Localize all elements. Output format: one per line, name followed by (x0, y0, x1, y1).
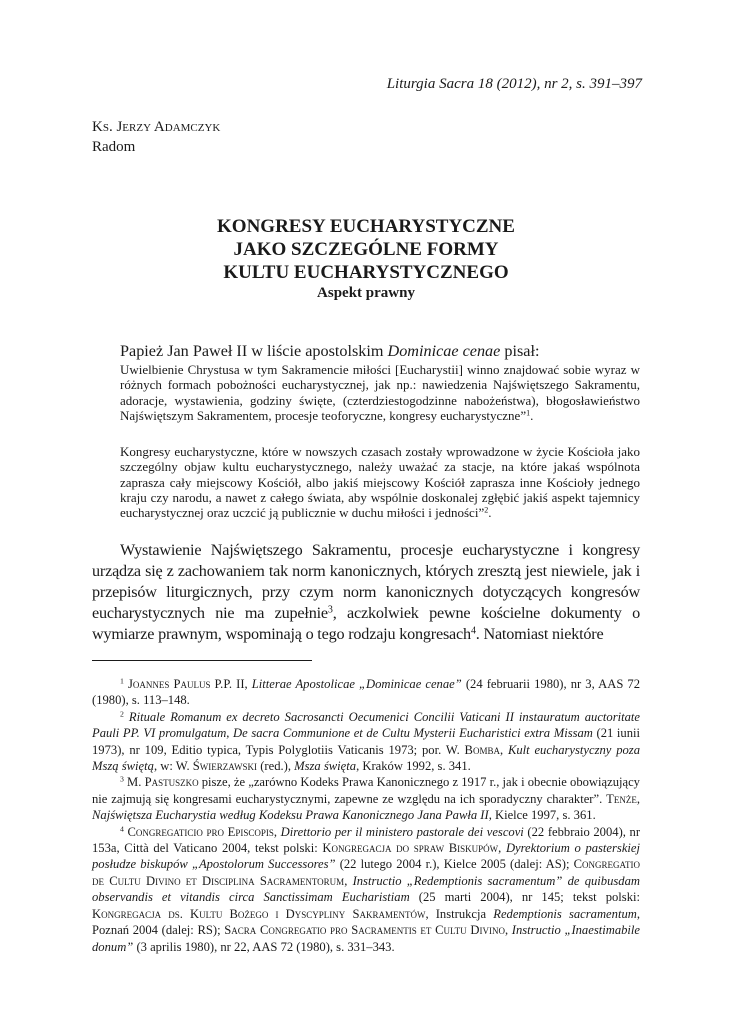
footnote-work-title: Rituale Romanum ex decreto Sacrosancti Oecumenici Concilii Vaticani II instauratum auctoritate Pauli PP. VI promulgatum, De sacra Communione et de Cultu Mysterii Eucharistici extra Missam (92, 709, 640, 741)
footnote-work-title: Najświętsza Eucharystia według Kodeksu Prawa Kanonicznego Jana Pawła II (92, 808, 489, 823)
footnote-2 (92, 709, 640, 775)
lead-text-end: pisał: (500, 342, 540, 360)
footnote-text: M. (123, 775, 145, 790)
footnote-number: 4 (120, 824, 124, 834)
footnote-work-title: Dyrektorium o pasterskiej posłudze biskupów „Apostolorum Successores” (92, 841, 641, 872)
footnote-text: (3 aprilis 1980), nr 22, AAS 72 (1980), s. 331–343. (133, 939, 395, 954)
quote-1-text: Uwielbienie Chrystusa w tym Sakramencie miłości [Eucharystii] winno znajdować sobie wyraz w różnych formach pobożności eucharystycznej, jak np.: nawiedzenia Najświętszego Sakramentu, adoracje, wystawienia, godziny święte, (czterdziestogodzinne nabożeństwa), błogosławieństwo Najświętszym Sakramentem, procesje teoforyczne, kongresy eucharystyczne” (120, 362, 640, 423)
footnote-text: , (498, 841, 506, 856)
footnote-text: (21 iunii 1973), nr 109, Editio typica, Typis Polyglotiis Vaticanis 1973; por. W. (92, 726, 640, 757)
footnote-author: Sacra Congregatio pro Sacramentis et Cultu Divino (224, 923, 505, 938)
footnotes (92, 676, 640, 955)
quote-1-end: . (530, 407, 534, 423)
title-line-2: JAKO SZCZEGÓLNE FORMY (233, 239, 499, 260)
footnote-ref-2[interactable]: 2 (484, 505, 489, 515)
footnote-author: Kongregacja ds. Kultu Bożego i Dyscypliny Sakramentów (92, 906, 426, 921)
footnote-text: , Kielce 1997, s. 361. (488, 808, 596, 823)
footnote-text: , (344, 873, 353, 888)
footnote-text: (red.), (257, 759, 295, 774)
footnote-text: , Kraków 1992, s. 341. (356, 759, 471, 774)
footnote-author: Congregatio de Cultu Divino et Disciplina Sacramentorum (92, 857, 640, 888)
footnote-number: 1 (120, 676, 124, 686)
title-line-3: KULTU EUCHARYSTYCZNEGO (223, 262, 509, 283)
author-place: Radom (92, 139, 136, 155)
footnote-text: pisze, że „zarówno Kodeks Prawa Kanonicznego z 1917 r., jak i obecnie obowiązujący nie zajmują się kongresami eucharystycznymi, zapewne ze względu na ich sporadyczny charakter”. (92, 775, 640, 806)
title-line-1: KONGRESY EUCHARYSTYCZNE (217, 216, 515, 237)
article-title (92, 215, 640, 302)
quote-2-text: Kongresy eucharystyczne, które w nowszych czasach zostały wprowadzone w życie Kościoła jako szczególny objaw kultu eucharystycznego, należy uważać za stacje, na które jakaś wspólnota zaprasza cały miejscowy Kościół, albo jakiś miejscowy Kościół zaprasza inne Kościoły jednego kraju czy narodu, a nawet z całego świata, aby wspólnie doskonalej zgłębić jakiś aspekt tajemnicy eucharystycznej oraz uczcić ją publicznie w duchu miłości i jedności” (120, 444, 640, 521)
footnote-ref-4[interactable]: 4 (470, 625, 476, 637)
footnote-text: (24 februarii 1980), nr 3, AAS 72 (1980), s. 113–148. (92, 677, 640, 708)
footnote-text: (22 lutego 2004 r.), Kielce 2005 (dalej: AS); (335, 857, 574, 872)
block-quote-1 (120, 362, 640, 423)
footnote-author: Joannes Paulus (123, 677, 211, 691)
footnote-author: Congregaticio pro Episcopis (123, 824, 274, 839)
author-name: Ks. Jerzy Adamczyk (92, 119, 221, 135)
footnote-3 (92, 774, 640, 823)
footnote-4 (92, 824, 640, 955)
footnote-text: , w: W. (153, 759, 193, 774)
footnote-text: , (636, 791, 640, 806)
footnote-work-title: Instructio „Inaestimabile donum” (92, 923, 640, 954)
footnote-author: Świerzawski (192, 759, 258, 774)
running-head (387, 76, 642, 93)
footnote-number: 2 (120, 709, 124, 719)
article-subtitle: Aspekt prawny (317, 285, 415, 301)
footnote-author: Pastuszko (144, 775, 199, 790)
footnote-text: (25 marti 2004), nr 145; tekst polski: (409, 890, 640, 905)
body-text-3: . Natomiast niektóre (475, 625, 604, 643)
footnote-number: 3 (120, 775, 124, 785)
footnote-text: P.P. II, (210, 677, 252, 691)
block-quote-2 (120, 444, 640, 520)
footnote-author: Tenże (606, 791, 637, 806)
footnote-work-title: Msza święta (294, 759, 357, 774)
footnote-text: , (499, 742, 508, 757)
body-text-1: Wystawienie Najświętszego Sakramentu, procesje eucharystyczne i kongresy urządza się z zachowaniem tak norm kanonicznych, których zresztą jest niewiele, jak i przepisów liturgicznych, przy czym norm kanonicznych dotyczących kongresów eucharystycznych nie ma zupełnie (92, 541, 640, 622)
author-block (92, 117, 220, 157)
lead-italic: Dominicae cenae (387, 342, 501, 360)
journal-citation: Liturgia Sacra 18 (2012), nr 2, s. 391–397 (386, 76, 642, 92)
footnote-text: (22 febbraio 2004), nr 153a, Città del Vaticano 2004, tekst polski: (92, 824, 641, 856)
footnote-text: , (273, 824, 281, 839)
footnote-ref-3[interactable]: 3 (327, 604, 333, 616)
lead-paragraph (92, 341, 640, 361)
footnote-work-title: Kult eucharystyczny poza Mszą świętą (92, 742, 641, 774)
footnote-author: Bomba (464, 742, 500, 757)
footnote-ref-1[interactable]: 1 (526, 408, 531, 418)
footnote-work-title: Instructio „Redemptionis sacramentum” de quibusdam observandis et vitandis circa Sanctissimam Eucharistiam (92, 873, 640, 905)
footnote-1 (92, 676, 640, 709)
lead-text: Papież Jan Paweł II w liście apostolskim (120, 342, 388, 360)
footnote-text: , Poznań 2004 (dalej: RS); (92, 906, 640, 938)
footnote-work-title: Litterae Apostolicae „Dominicae cenae” (251, 677, 462, 691)
body-paragraph (92, 540, 640, 645)
footnote-work-title: Direttorio per il ministero pastorale dei vescovi (280, 824, 524, 839)
footnote-text: , (504, 923, 512, 938)
body-text-2: , aczkolwiek pewne kościelne dokumenty o wymiarze prawnym, wspominają o tego rodzaju kongresach (92, 604, 640, 643)
footnote-author: Kongregacja do spraw Biskupów (322, 841, 499, 856)
footnote-divider (92, 660, 312, 661)
quote-2-end: . (488, 505, 492, 521)
footnote-work-title: Redemptionis sacramentum (493, 906, 637, 921)
footnote-text: , Instrukcja (425, 906, 494, 921)
